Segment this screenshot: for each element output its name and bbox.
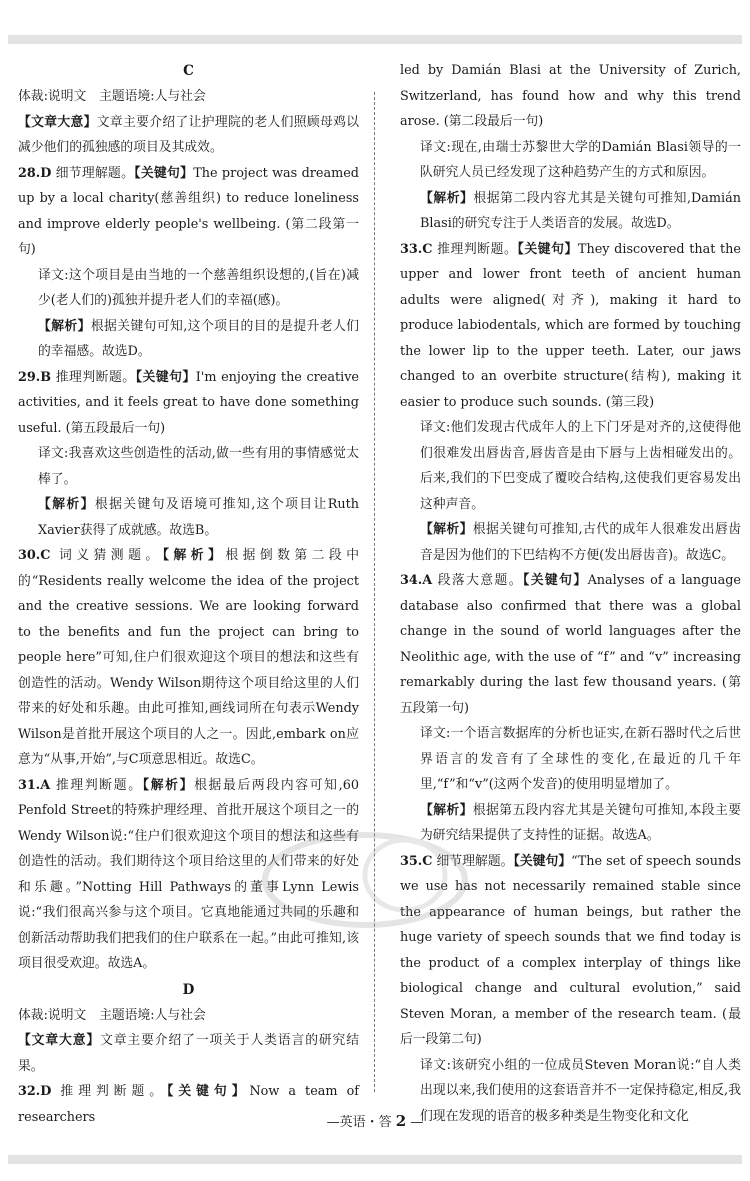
q28-analysis	[18, 314, 359, 365]
q35-answer	[400, 849, 741, 1053]
q33-answer	[400, 237, 741, 416]
right-column	[400, 58, 741, 1129]
q30-analysis-tag: 【解析】	[162, 548, 226, 563]
q31-analysis-tag: 【解析】	[142, 777, 195, 793]
q29-analysis-text: 根据关键句及语境可推知,这个项目让Ruth Xavier获得了成就感。故选B。	[38, 497, 359, 538]
q32-key-sentence-start: Now a team of researchers	[18, 1084, 360, 1125]
q32-analysis-tag: 【解析】	[420, 190, 474, 206]
q32-type: 推理判断题。	[60, 1084, 168, 1099]
q28-analysis-text: 根据关键句可知,这个项目的目的是提升老人们的幸福感。故选D。	[38, 318, 359, 359]
q34-translation: 译文:一个语言数据库的分析也证实,在新石器时代之后世界语言的发音有了全球性的变化,在最近的几千年里,“f”和“v”(这两个发音)的使用明显增加了。	[420, 726, 741, 792]
q29-analysis	[18, 492, 359, 543]
q33-type: 推理判断题。	[437, 241, 518, 257]
q35-type: 细节理解题。	[436, 853, 514, 869]
section-d-title: D	[182, 981, 195, 998]
q33-analysis	[400, 517, 741, 568]
q31-analysis-text: 根据最后两段内容可知,60 Penfold Street的特殊护理经理、首批开展这个项目之一的Wendy Wilson说:“住户们很欢迎这个项目的想法和这些有创造性的活动。我们期待这个项目给这里的人们带来的好处和乐趣。”Notting Hill Pathways的董事Lynn Lewis说:“我们很高兴参与这个项目。它真地能通过共同的乐趣和创新活动帮助我们把我们的住户联系在一起。”由此可推知,该项目很受欢迎。故选A。	[18, 777, 359, 971]
q34-analysis	[400, 798, 741, 849]
q29-type: 推理判断题。	[55, 369, 136, 385]
q34-analysis-tag: 【解析】	[420, 802, 473, 818]
bottom-divider-bar	[8, 1155, 742, 1164]
top-divider-bar	[8, 35, 742, 44]
column-divider	[374, 92, 375, 1092]
q30-type: 词义猜测题。	[59, 548, 163, 563]
q28-analysis-tag: 【解析】	[38, 318, 91, 334]
page-number: 2	[395, 1112, 407, 1130]
summary-text: 文章主要介绍了让护理院的老人们照顾母鸡以减少他们的孤独感的项目及其成效。	[18, 114, 360, 155]
q33-analysis-tag: 【解析】	[420, 522, 473, 537]
q35-translation: 译文:该研究小组的一位成员Steven Moran说:“自人类出现以来,我们使用的这套语音并不一定保持稳定,相反,我们现在发现的语音的极多种类是生物变化和文化	[420, 1057, 741, 1124]
q32-key-tag: 【关键句】	[167, 1084, 250, 1099]
section-c-genre: 体裁:说明文 主题语境:人与社会	[18, 89, 206, 104]
q29-number: 29.B	[18, 369, 52, 385]
q33-number: 33.C	[400, 241, 433, 257]
summary-tag: 【文章大意】	[18, 114, 97, 130]
section-d-summary	[18, 1028, 359, 1079]
q32-number: 32.D	[18, 1084, 52, 1099]
q28-type: 细节理解题。	[55, 165, 135, 181]
q29-translation: 译文:我喜欢这些创造性的活动,做一些有用的事情感觉太棒了。	[38, 446, 359, 487]
q34-type: 段落大意题。	[437, 573, 523, 588]
left-column	[18, 58, 359, 1130]
q31-type: 推理判断题。	[55, 777, 143, 793]
q34-key-tag: 【关键句】	[522, 573, 588, 588]
q28-key-sentence: The project was dreamed up by a local charity(慈善组织) to reduce loneliness and improve elderly people's wellbeing. (第二段第一句)	[18, 165, 360, 257]
q33-key-sentence: They discovered that the upper and lower front teeth of ancient human adults were aligned(对齐), making it hard to produce labiodentals, which are formed by touching the lower lip to the upper teeth. Later, our jaws changed to an overbite structure(结构), making it easier to produce such sounds. (第三段)	[400, 241, 741, 410]
q32-analysis-text: 根据第二段内容尤其是关键句可推知,Damián Blasi的研究专注于人类语音的发展。故选D。	[420, 190, 741, 231]
q28-key-tag: 【关键句】	[134, 165, 194, 181]
q29-key-tag: 【关键句】	[135, 369, 196, 385]
q29-answer	[18, 365, 359, 442]
q35-number: 35.C	[400, 853, 433, 869]
q28-translation: 译文:这个项目是由当地的一个慈善组织设想的,(旨在)减少(老人们的)孤独并提升老人们的幸福(感)。	[38, 267, 359, 308]
q35-key-tag: 【关键句】	[513, 853, 572, 869]
q31-number: 31.A	[18, 777, 51, 793]
q33-analysis-text: 根据关键句可推知,古代的成年人很难发出唇齿音是因为他们的下巴结构不方便(发出唇齿音)。故选C。	[420, 522, 741, 563]
q33-key-tag: 【关键句】	[517, 241, 578, 257]
q32-analysis	[400, 186, 741, 237]
q30-number: 30.C	[18, 548, 51, 563]
q31-answer	[18, 773, 359, 977]
q28-answer	[18, 161, 359, 263]
section-c-title: C	[183, 63, 194, 79]
q30-answer	[18, 543, 359, 773]
q30-analysis-text: 根据倒数第二段中的“Residents really welcome the idea of the project and the creative sessions. We are looking forward to the benefits and fun the project can bring to people here”可知,住户们很欢迎这个项目的想法和这些有创造性的活动。Wendy Wilson期待这个项目给这里的人们带来的好处和乐趣。由此可推知,画线词所在句表示Wendy Wilson是首批开展这个项目的人之一。因此,embark on应意为“从事,开始”,与C项意思相近。故选C。	[18, 548, 359, 767]
q33-translation: 译文:他们发现古代成年人的上下门牙是对齐的,这使得他们很难发出唇齿音,唇齿音是由下唇与上齿相碰发出的。后来,我们的下巴变成了覆咬合结构,这使我们更容易发出这种声音。	[420, 420, 741, 512]
footer-subject: —英语・答	[326, 1115, 392, 1130]
section-c-summary	[18, 110, 359, 161]
summary-text: 文章主要介绍了一项关于人类语言的研究结果。	[18, 1033, 360, 1074]
page-footer	[0, 1111, 750, 1130]
q29-key-sentence: I'm enjoying the creative activities, and it feels great to have done something useful. (第五段最后一句)	[18, 369, 359, 436]
q32-key-sentence-continued: led by Damián Blasi at the University of Zurich, Switzerland, has found how and why this trend arose. (第二段最后一句)	[400, 63, 741, 129]
q34-key-sentence: Analyses of a language database also confirmed that there was a global change in the sound of world languages after the Neolithic age, with the use of “f” and “v” increasing remarkably during the last few thousand years. (第五段第一句)	[400, 573, 741, 716]
footer-dash: —	[410, 1115, 424, 1130]
q34-number: 34.A	[400, 573, 433, 588]
q34-analysis-text: 根据第五段内容尤其是关键句可推知,本段主要为研究结果提供了支持性的证据。故选A。	[420, 802, 741, 843]
q28-number: 28.D	[18, 165, 52, 181]
q29-analysis-tag: 【解析】	[38, 497, 95, 512]
q32-translation: 译文:现在,由瑞士苏黎世大学的Damián Blasi领导的一队研究人员已经发现了这种趋势产生的方式和原因。	[420, 139, 741, 180]
section-d-genre: 体裁:说明文 主题语境:人与社会	[18, 1007, 206, 1023]
q34-answer	[400, 568, 741, 721]
q35-key-sentence: “The set of speech sounds we use has not necessarily remained stable since the appearance of human beings, but rather the huge variety of speech sounds that we find today is the product of a complex interplay of things like biological change and cultural evolution,” said Steven Moran, a member of the research team. (最后一段第二句)	[400, 853, 741, 1047]
summary-tag: 【文章大意】	[18, 1033, 101, 1048]
